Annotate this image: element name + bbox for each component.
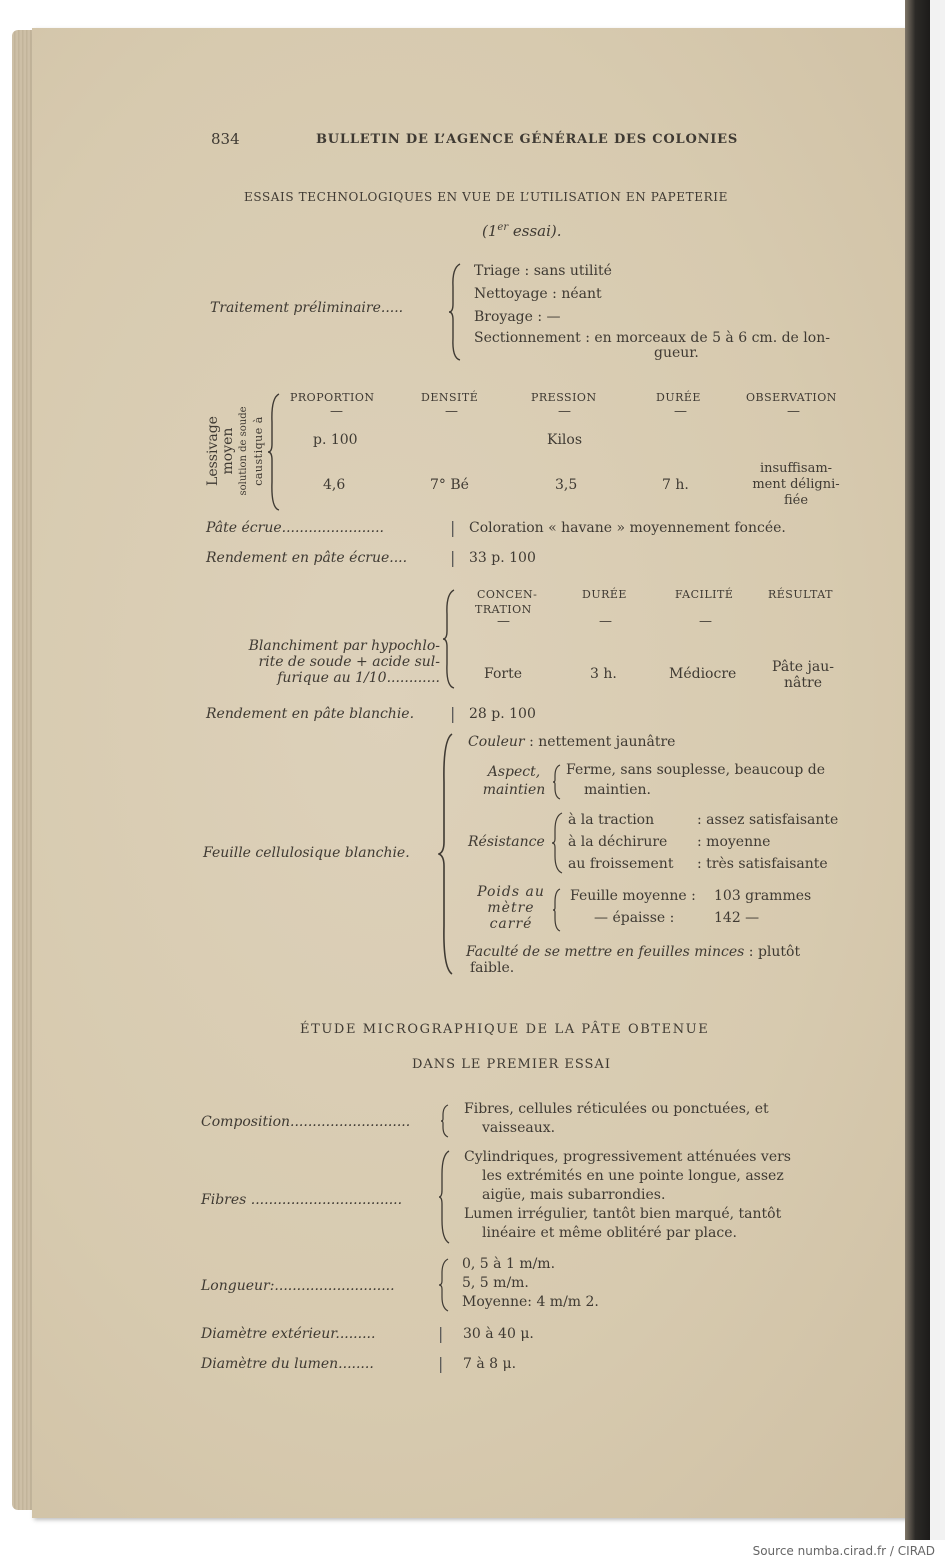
longueur-line: 0, 5 à 1 m/m. <box>462 1256 556 1272</box>
page-number: 834 <box>211 130 240 148</box>
poids-type: — épaisse : <box>594 910 675 926</box>
longueur-line: Moyenne: 4 m/m 2. <box>462 1294 599 1310</box>
faculte-value: : plutôt <box>744 944 801 960</box>
source-credit: Source numba.cirad.fr / CIRAD <box>752 1544 935 1558</box>
resistance-type: à la traction <box>568 812 655 828</box>
rendement-blanchie-label: Rendement en pâte blanchie. <box>206 706 415 722</box>
blanchiment-header-concentration-2: TRATION <box>475 603 532 616</box>
section2-subtitle: DANS LE PREMIER ESSAI <box>412 1057 611 1072</box>
lessivage-dash: — <box>558 404 571 419</box>
lessivage-value-densite: 7° Bé <box>430 477 469 493</box>
rule-separator: | <box>450 518 456 537</box>
traitement-item: gueur. <box>654 345 699 361</box>
lessivage-header-densite: DENSITÉ <box>421 391 479 404</box>
rendement-blanchie-value: 28 p. 100 <box>469 706 536 722</box>
lessivage-value-duree: 7 h. <box>662 477 689 493</box>
blanchiment-value-facilite: Médiocre <box>669 666 737 682</box>
rule-separator: | <box>450 704 456 723</box>
fibres-line: Lumen irrégulier, tantôt bien marqué, tantôt <box>464 1206 782 1222</box>
faculte-row <box>466 944 800 960</box>
rendement-ecrue-label: Rendement en pâte écrue.... <box>206 550 408 566</box>
lessivage-unit-proportion: p. 100 <box>313 432 358 448</box>
running-title: BULLETIN DE L’AGENCE GÉNÉRALE DES COLONIES <box>316 132 739 147</box>
blanchiment-value-concentration: Forte <box>484 666 522 682</box>
section-title: ESSAIS TECHNOLOGIQUES EN VUE DE L’UTILISATION EN PAPETERIE <box>244 190 728 204</box>
diametre-ext-value: 30 à 40 μ. <box>463 1326 534 1342</box>
fibres-line: les extrémités en une pointe longue, assez <box>482 1168 784 1184</box>
faculte-label: Faculté de se mettre en feuilles minces <box>466 944 745 960</box>
fibres-line: linéaire et même oblitéré par place. <box>482 1225 737 1241</box>
poids-brace <box>552 888 562 932</box>
fibres-line: Cylindriques, progressivement atténuées vers <box>464 1149 791 1165</box>
diametre-lumen-value: 7 à 8 μ. <box>463 1356 517 1372</box>
rule-separator: | <box>438 1354 444 1373</box>
traitement-brace <box>448 262 464 362</box>
longueur-label: Longueur:........................... <box>201 1278 395 1294</box>
lessivage-unit-pression: Kilos <box>547 432 583 448</box>
couleur-label: Couleur <box>468 734 525 750</box>
resistance-type: au froissement <box>568 856 674 872</box>
lessivage-brace <box>267 392 283 512</box>
traitement-item: Broyage : — <box>474 309 561 325</box>
blanchiment-dash: — <box>599 614 612 629</box>
composition-brace <box>440 1104 450 1138</box>
aspect-value-2: maintien. <box>584 782 651 798</box>
blanchiment-header-resultat: RÉSULTAT <box>768 588 833 601</box>
resistance-brace <box>551 812 565 874</box>
traitement-item: Sectionnement : en morceaux de 5 à 6 cm. de lon- <box>474 330 830 346</box>
fibres-line: aigüe, mais subarrondies. <box>482 1187 666 1203</box>
aspect-value: Ferme, sans souplesse, beaucoup de <box>566 762 826 778</box>
couleur-row <box>468 734 675 750</box>
resistance-label: Résistance <box>468 834 545 850</box>
couleur-value: : nettement jaunâtre <box>524 734 676 750</box>
poids-label: Poids au mètre carré <box>477 884 545 932</box>
blanchiment-value-duree: 3 h. <box>590 666 617 682</box>
blanchiment-header-duree: DURÉE <box>582 588 627 601</box>
resistance-value: : moyenne <box>697 834 771 850</box>
lessivage-header-duree: DURÉE <box>656 391 701 404</box>
poids-value: 142 — <box>714 910 760 926</box>
aspect-brace <box>552 764 562 800</box>
resistance-value: : assez satisfaisante <box>697 812 839 828</box>
composition-line-2: vaisseaux. <box>482 1120 556 1136</box>
lessivage-dash: — <box>445 404 458 419</box>
blanchiment-header-facilite: FACILITÉ <box>675 588 734 601</box>
lessivage-header-observation: OBSERVATION <box>746 391 837 404</box>
lessivage-header-proportion: PROPORTION <box>290 391 375 404</box>
longueur-line: 5, 5 m/m. <box>462 1275 529 1291</box>
lessivage-dash: — <box>674 404 687 419</box>
traitement-label: Traitement préliminaire..... <box>210 300 404 316</box>
lessivage-observation: insuffisam- ment déligni- fiée <box>752 461 840 508</box>
traitement-item: Nettoyage : néant <box>474 286 602 302</box>
feuille-label: Feuille cellulosique blanchie. <box>203 845 410 861</box>
book-binding-edge <box>905 0 931 1540</box>
blanchiment-dash: — <box>497 614 510 629</box>
resistance-type: à la déchirure <box>568 834 668 850</box>
blanchiment-header-concentration: CONCEN- <box>477 588 538 601</box>
diametre-ext-label: Diamètre extérieur......... <box>201 1326 376 1342</box>
lessivage-label: Lessivage moyen solution de soude caustique à <box>205 406 265 496</box>
composition-line: Fibres, cellules réticulées ou ponctuées, et <box>464 1101 769 1117</box>
blanchiment-label: Blanchiment par hypochlo- rite de soude + acide sul- furique au 1/10............ <box>248 638 440 686</box>
lessivage-header-pression: PRESSION <box>531 391 597 404</box>
lessivage-value-proportion: 4,6 <box>323 477 346 493</box>
rule-separator: | <box>438 1324 444 1343</box>
resistance-value: : très satisfaisante <box>697 856 828 872</box>
composition-label: Composition........................... <box>201 1114 411 1130</box>
rendement-ecrue-value: 33 p. 100 <box>469 550 536 566</box>
feuille-brace <box>438 732 456 976</box>
poids-type: Feuille moyenne : <box>570 888 696 904</box>
lessivage-value-pression: 3,5 <box>555 477 578 493</box>
pate-ecrue-value: Coloration « havane » moyennement foncée. <box>469 520 786 536</box>
blanchiment-dash: — <box>699 614 712 629</box>
diametre-lumen-label: Diamètre du lumen........ <box>201 1356 374 1372</box>
section2-title: ÉTUDE MICROGRAPHIQUE DE LA PÂTE OBTENUE <box>300 1022 710 1037</box>
scan-margin <box>930 0 945 1540</box>
rule-separator: | <box>450 548 456 567</box>
blanchiment-brace <box>442 588 458 690</box>
faculte-value-2: faible. <box>470 960 515 976</box>
blanchiment-result: Pâte jau- nâtre <box>772 659 834 691</box>
lessivage-dash: — <box>330 404 343 419</box>
section-subtitle: (1er essai). <box>482 222 562 240</box>
fibres-brace <box>438 1150 452 1244</box>
pate-ecrue-label: Pâte écrue....................... <box>206 520 384 536</box>
aspect-label: Aspect, maintien <box>482 764 546 798</box>
traitement-item: Triage : sans utilité <box>474 263 612 279</box>
lessivage-dash: — <box>787 404 800 419</box>
fibres-label: Fibres .................................. <box>201 1192 403 1208</box>
poids-value: 103 grammes <box>714 888 812 904</box>
longueur-brace <box>438 1258 450 1312</box>
